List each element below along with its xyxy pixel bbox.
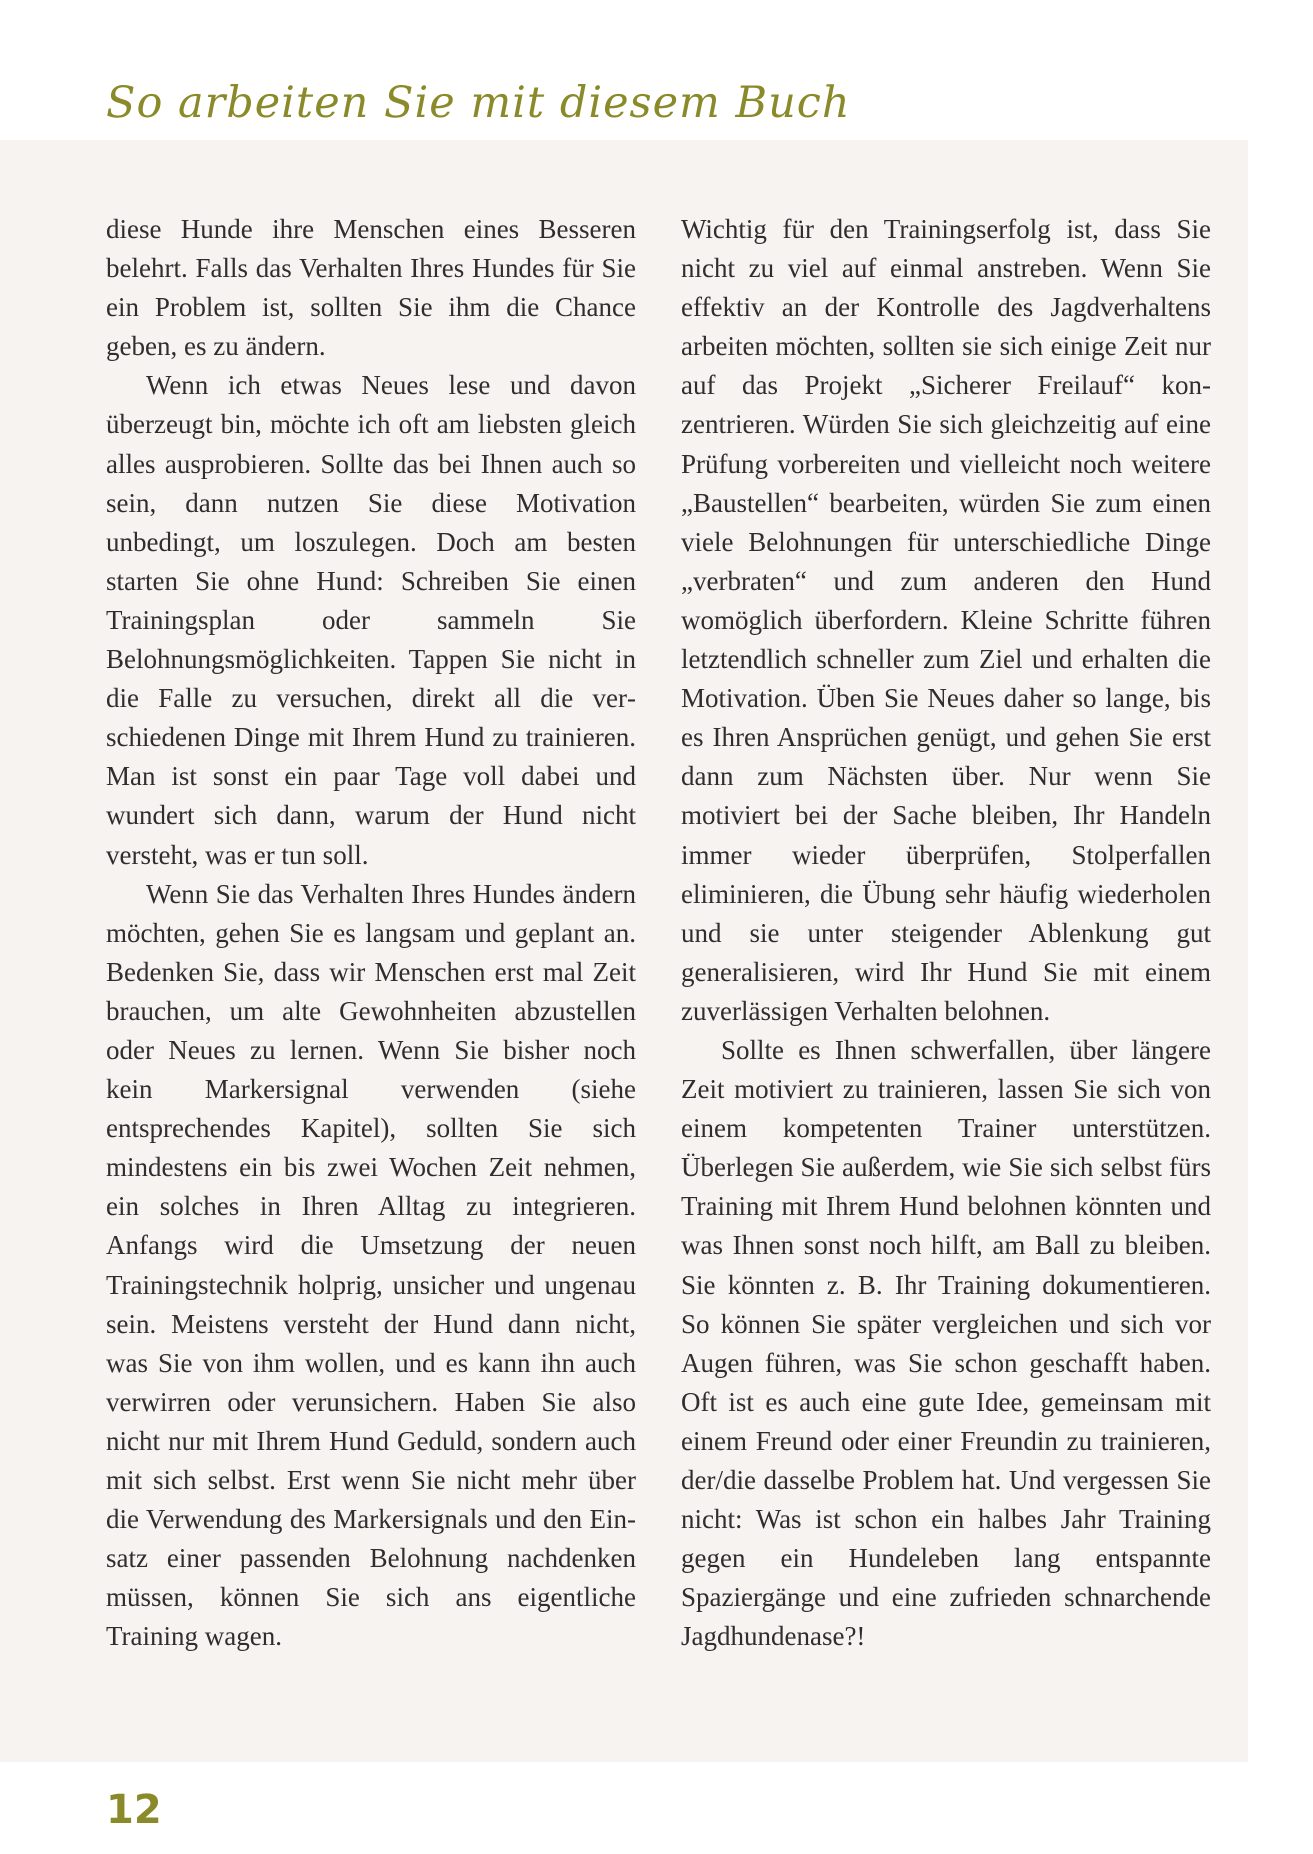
paragraph: diese Hunde ihre Menschen eines Besseren belehrt. Falls das Verhalten Ihres Hundes für Sie ein Problem ist, sollten Sie ihm die Chance geben, es zu ändern. [106, 214, 636, 362]
paragraph: Sollte es Ihnen schwerfallen, über längere Zeit motiviert zu trainieren, lassen Sie sich von einem kompetenten Trainer unterstützen. Überlegen Sie außerdem, wie Sie sich selbst fürs Training mit Ihrem Hund belohnen könnten und was Ihnen sonst noch hilft, am Ball zu bleiben. Sie könnten z. B. Ihr Training dokumentieren. So können Sie später vergleichen und sich vor Augen führen, was Sie schon geschafft haben. Oft ist es auch eine gute Idee, gemeinsam mit einem Freund oder einer Freundin zu trainieren, der/die dasselbe Problem hat. Und vergessen Sie nicht: Was ist schon ein halbes Jahr Training gegen ein Hundeleben lang entspannte Spaziergänge und eine zufrieden schnarchende Jagdhundenase?! [681, 1034, 1211, 1652]
text-column-left [106, 210, 636, 1656]
paragraph: Wenn Sie das Verhalten Ihres Hundes ändern möchten, gehen Sie es langsam und geplant an. Bedenken Sie, dass wir Menschen erst mal Zeit brauchen, um alte Gewohnheiten abzustellen oder Neues zu lernen. Wenn Sie bisher noch kein Markersignal verwenden (siehe entsprechendes Kapitel), sollten Sie sich mindestens ein bis zwei Wochen Zeit nehmen, ein solches in Ihren Alltag zu integrieren. Anfangs wird die Umsetzung der neuen Trainingstechnik holprig, unsicher und ungenau sein. Meistens versteht der Hund dann nicht, was Sie von ihm wollen, und es kann ihn auch verwirren oder verunsichern. Haben Sie also nicht nur mit Ihrem Hund Geduld, sondern auch mit sich selbst. Erst wenn Sie nicht mehr über die Verwendung des Markersignals und den Einsatz einer passenden Belohnung nachdenken müssen, können Sie sich ans eigentliche Training wagen. [106, 878, 636, 1652]
paragraph: Wenn ich etwas Neues lese und davon überzeugt bin, möchte ich oft am liebsten gleich alles ausprobieren. Sollte das bei Ihnen auch so sein, dann nutzen Sie diese Motivation unbedingt, um loszulegen. Doch am besten starten Sie ohne Hund: Schreiben Sie einen Trainingsplan oder sammeln Sie Belohnungsmöglichkeiten. Tappen Sie nicht in die Falle zu versuchen, direkt all die verschiedenen Dinge mit Ihrem Hund zu trainieren. Man ist sonst ein paar Tage voll dabei und wundert sich dann, warum der Hund nicht versteht, was er tun soll. [106, 370, 636, 870]
paragraph: Wichtig für den Trainingserfolg ist, dass Sie nicht zu viel auf einmal anstreben. Wenn Sie effektiv an der Kontrolle des Jagdverhaltens arbeiten möchten, sollten sie sich einige Zeit nur auf das Projekt „Sicherer Freilauf“ konzentrieren. Würden Sie sich gleichzeitig auf eine Prüfung vorbereiten und vielleicht noch weitere „Baustellen“ bearbeiten, würden Sie zum einen viele Belohnungen für unterschiedliche Dinge „verbraten“ und zum anderen den Hund womöglich überfordern. Kleine Schritte führen letztendlich schneller zum Ziel und erhalten die Motivation. Üben Sie Neues daher so lange, bis es Ihren Ansprüchen genügt, und gehen Sie erst dann zum Nächsten über. Nur wenn Sie motiviert bei der Sache bleiben, Ihr Handeln immer wieder überprüfen, Stolperfallen eliminieren, die Übung sehr häufig wiederholen und sie unter steigender Ablenkung gut generalisieren, wird Ihr Hund Sie mit einem zuverlässigen Verhalten belohnen. [681, 214, 1211, 1026]
page-title: So arbeiten Sie mit diesem Buch [106, 78, 851, 128]
page-number: 12 [106, 1787, 162, 1833]
content-panel [0, 140, 1248, 1762]
text-column-right [681, 210, 1211, 1656]
